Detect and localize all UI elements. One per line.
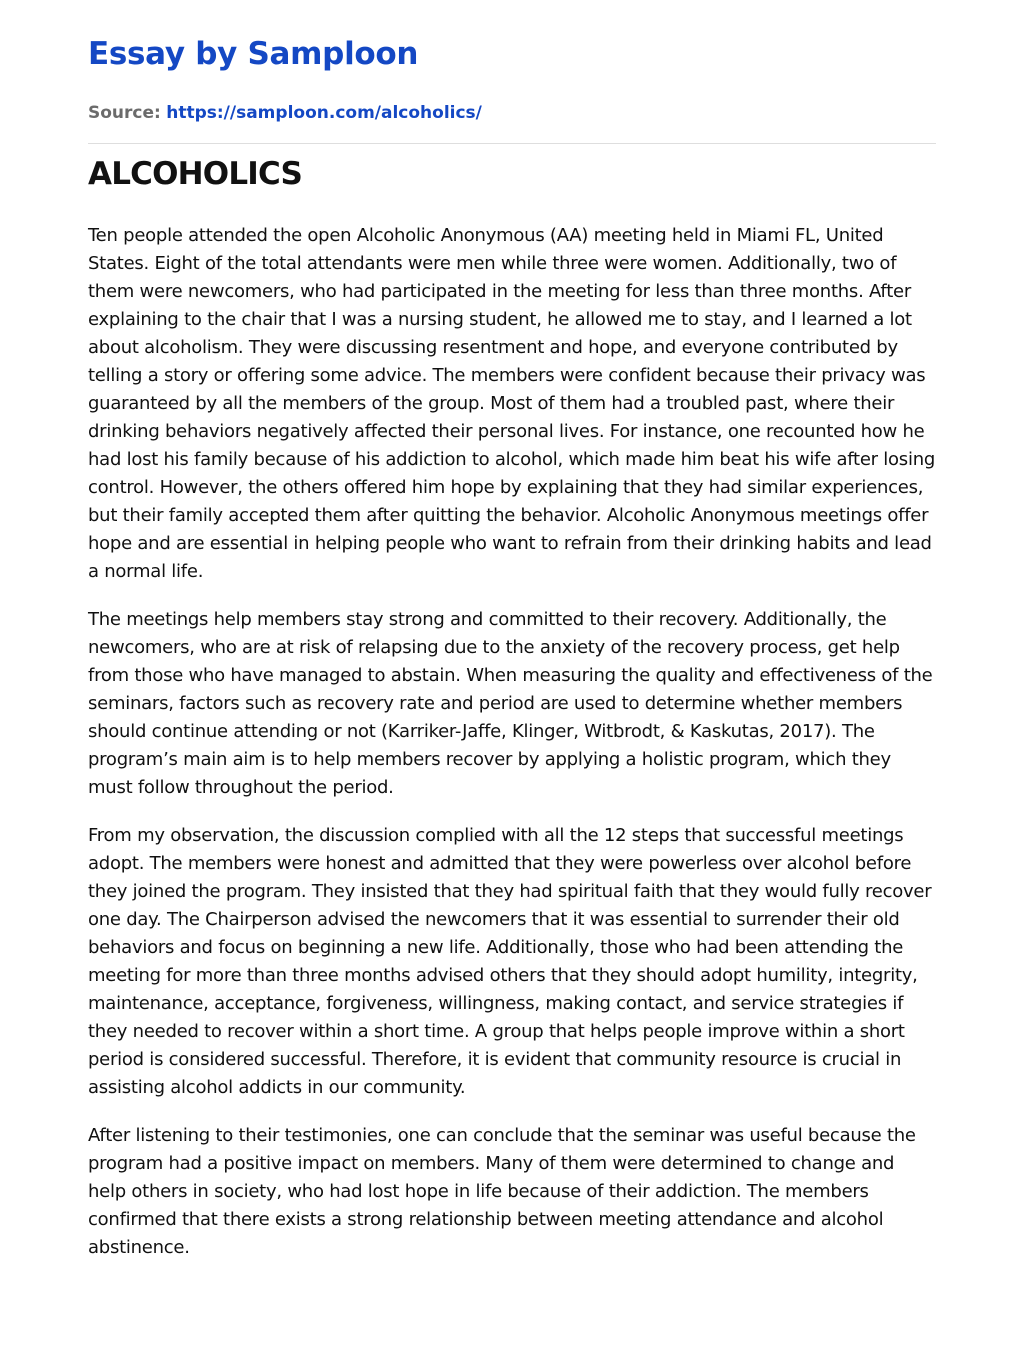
- essay-paragraph-4: After listening to their testimonies, one can conclude that the seminar was useful because the program had a positive impact on members. Many of them were determined to change and help others in society, who had lost hope in life because of their addiction. The members confirmed that there exists a strong relationship between meeting attendance and alcohol abstinence.: [88, 1125, 916, 1258]
- essay-title: ALCOHOLICS: [88, 156, 303, 192]
- source-label: Source:: [88, 103, 161, 123]
- essay-paragraph-2: The meetings help members stay strong and committed to their recovery. Additionally, the newcomers, who are at risk of relapsing due to the anxiety of the recovery process, get help from those who have managed to abstain. When measuring the quality and effectiveness of the seminars, factors such as recovery rate and period are used to determine whether members should continue attending or not (Karriker-Jaffe, Klinger, Witbrodt, & Kaskutas, 2017). The program’s main aim is to help members recover by applying a holistic program, which they must follow throughout the period.: [88, 609, 933, 798]
- source-line: [88, 102, 482, 124]
- essay-paragraph-3: From my observation, the discussion complied with all the 12 steps that successful meetings adopt. The members were honest and admitted that they were powerless over alcohol before they joined the program. They insisted that they had spiritual faith that they would fully recover one day. The Chairperson advised the newcomers that it was essential to surrender their old behaviors and focus on beginning a new life. Additionally, those who had been attending the meeting for more than three months advised others that they should adopt humility, integrity, maintenance, acceptance, forgiveness, willingness, making contact, and service strategies if they needed to recover within a short time. A group that helps people improve within a short period is considered successful. Therefore, it is evident that community resource is crucial in assisting alcohol addicts in our community.: [88, 825, 932, 1098]
- source-link[interactable]: https://samploon.com/alcoholics/: [166, 103, 482, 123]
- essay-body: [88, 222, 936, 1282]
- header-divider: [88, 143, 936, 144]
- essay-paragraph-1: Ten people attended the open Alcoholic Anonymous (AA) meeting held in Miami FL, United States. Eight of the total attendants were men while three were women. Additionally, two of them were newcomers, who had participated in the meeting for less than three months. After explaining to the chair that I was a nursing student, he allowed me to stay, and I learned a lot about alcoholism. They were discussing resentment and hope, and everyone contributed by telling a story or offering some advice. The members were confident because their privacy was guaranteed by all the members of the group. Most of them had a troubled past, where their drinking behaviors negatively affected their personal lives. For instance, one recounted how he had lost his family because of his addiction to alcohol, which made him beat his wife after losing control. However, the others offered him hope by explaining that they had similar experiences, but their family accepted them after quitting the behavior. Alcoholic Anonymous meetings offer hope and are essential in helping people who want to refrain from their drinking habits and lead a normal life.: [88, 225, 936, 582]
- site-title: Essay by Samploon: [88, 36, 419, 72]
